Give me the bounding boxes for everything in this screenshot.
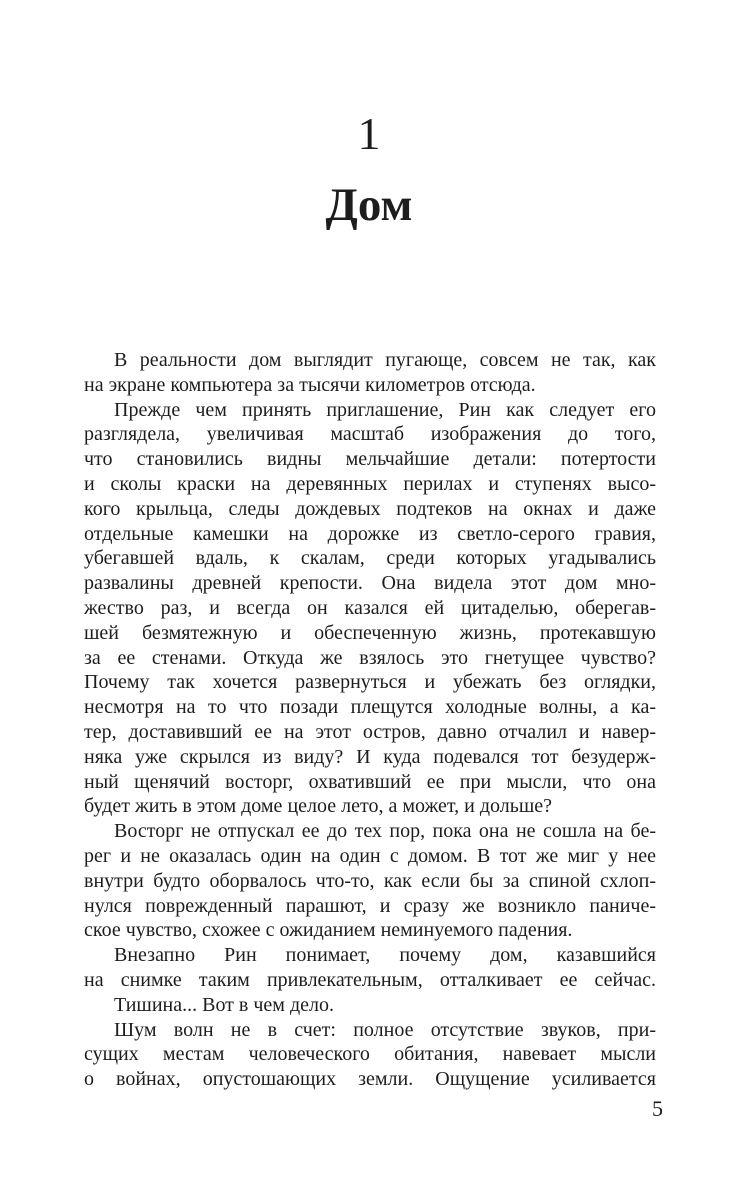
text-line: Шум волн не в счет: полное отсутствие звуков, при- — [114, 1018, 656, 1041]
text-line: ный щенячий восторг, охвативший ее при мысли, что она — [84, 770, 656, 793]
text-line: на экране компьютера за тысячи километров отсюда. — [84, 373, 536, 396]
text-line: на снимке таким привлекательным, отталкивает ее сейчас. — [84, 968, 656, 991]
text-line: нулся поврежденный парашют, и сразу же возникло паниче- — [84, 894, 656, 917]
text-line: ское чувство, схожее с ожиданием неминуемого падения. — [84, 919, 573, 942]
text-line: Прежде чем принять приглашение, Рин как следует его — [114, 398, 656, 421]
text-line: сущих местам человеческого обитания, навевает мысли — [84, 1043, 656, 1066]
text-line: развалины древней крепости. Она видела этот дом мно- — [84, 572, 656, 595]
text-line: рег и не оказалась один на один с домом. В тот же миг у нее — [84, 844, 656, 867]
page-number: 5 — [652, 1096, 663, 1121]
text-line: няка уже скрылся из виду? И куда подевался тот безудерж- — [84, 745, 656, 768]
text-line: кого крыльца, следы дождевых подтеков на окнах и даже — [84, 497, 656, 520]
text-line: тер, доставивший ее на этот остров, давно отчалил и навер- — [84, 720, 656, 743]
text-line: Восторг не отпускал ее до тех пор, пока она не сошла на бе- — [114, 820, 656, 843]
text-line: Тишина... Вот в чем дело. — [114, 993, 334, 1016]
chapter-number: 1 — [357, 108, 381, 159]
text-line: шей безмятежную и обеспеченную жизнь, протекавшую — [84, 621, 656, 644]
text-line: о войнах, опустошающих земли. Ощущение усиливается — [84, 1068, 656, 1091]
text-line: В реальности дом выглядит пугающе, совсем не так, как — [114, 349, 656, 371]
text-line: что становились видны мельчайшие детали: потертости — [84, 448, 656, 471]
text-line: за ее стенами. Откуда же взялось это гнетущее чувство? — [84, 646, 656, 669]
text-line: несмотря на то что позади плещутся холодные волны, а ка- — [84, 696, 656, 719]
text-line: Внезапно Рин понимает, почему дом, казавшийся — [114, 944, 656, 967]
body-text — [84, 348, 656, 1092]
text-line: будет жить в этом доме целое лето, а может, и дольше? — [84, 795, 553, 818]
text-line: внутри будто оборвалось что-то, как если бы за спиной схлоп- — [84, 869, 656, 892]
text-line: жество раз, и всегда он казался ей цитаделью, оберегав- — [84, 596, 656, 619]
text-line: Почему так хочется развернуться и убежать без оглядки, — [84, 671, 656, 694]
chapter-title: Дом — [325, 179, 413, 231]
text-line: и сколы краски на деревянных перилах и ступенях высо- — [84, 472, 656, 495]
text-line: разглядела, увеличивая масштаб изображения до того, — [84, 423, 656, 446]
text-line: убегавшей вдаль, к скалам, среди которых угадывались — [84, 547, 656, 570]
text-line: отдельные камешки на дорожке из светло-серого гравия, — [84, 522, 656, 545]
